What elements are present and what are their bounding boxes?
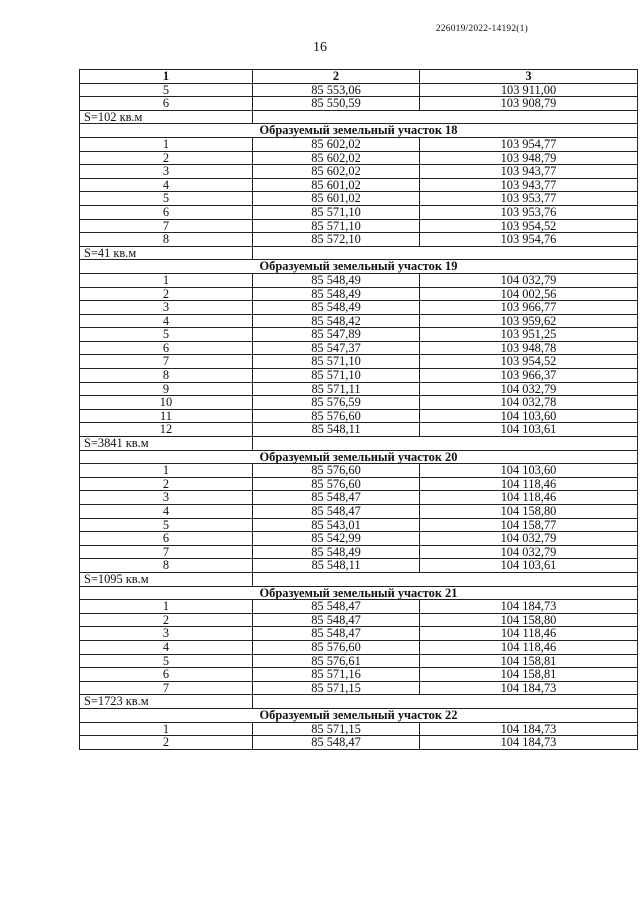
table-row [80, 382, 638, 396]
empty-cell [253, 437, 638, 451]
table-header-row [80, 70, 638, 84]
x-coordinate-cell: 85 548,49 [253, 273, 420, 287]
table-row [80, 409, 638, 423]
x-coordinate-cell: 85 576,59 [253, 396, 420, 410]
y-coordinate-cell: 104 103,61 [420, 423, 638, 437]
x-coordinate-cell: 85 571,10 [253, 355, 420, 369]
area-cell: S=1723 кв.м [80, 695, 253, 709]
section-heading-row [80, 124, 638, 138]
x-coordinate-cell: 85 571,15 [253, 722, 420, 736]
table-row [80, 396, 638, 410]
point-number-cell: 3 [80, 165, 253, 179]
y-coordinate-cell: 104 103,60 [420, 464, 638, 478]
table-row [80, 491, 638, 505]
x-coordinate-cell: 85 576,60 [253, 464, 420, 478]
y-coordinate-cell: 103 966,37 [420, 369, 638, 383]
x-coordinate-cell: 85 550,59 [253, 97, 420, 111]
point-number-cell: 2 [80, 736, 253, 750]
point-number-cell: 2 [80, 477, 253, 491]
x-coordinate-cell: 85 571,16 [253, 668, 420, 682]
table-row [80, 477, 638, 491]
y-coordinate-cell: 104 158,80 [420, 505, 638, 519]
point-number-cell: 8 [80, 233, 253, 247]
x-coordinate-cell: 85 548,47 [253, 736, 420, 750]
y-coordinate-cell: 103 953,77 [420, 192, 638, 206]
point-number-cell: 4 [80, 178, 253, 192]
empty-cell [253, 246, 638, 260]
area-row [80, 110, 638, 124]
table-row [80, 165, 638, 179]
y-coordinate-cell: 104 118,46 [420, 627, 638, 641]
point-number-cell: 1 [80, 722, 253, 736]
x-coordinate-cell: 85 548,11 [253, 423, 420, 437]
x-coordinate-cell: 85 602,02 [253, 151, 420, 165]
point-number-cell: 8 [80, 369, 253, 383]
x-coordinate-cell: 85 548,47 [253, 491, 420, 505]
x-coordinate-cell: 85 571,15 [253, 681, 420, 695]
x-coordinate-cell: 85 601,02 [253, 178, 420, 192]
point-number-cell: 6 [80, 532, 253, 546]
table-row [80, 301, 638, 315]
table-row [80, 151, 638, 165]
x-coordinate-cell: 85 572,10 [253, 233, 420, 247]
x-coordinate-cell: 85 571,10 [253, 219, 420, 233]
y-coordinate-cell: 103 954,77 [420, 137, 638, 151]
section-heading-row [80, 708, 638, 722]
y-coordinate-cell: 104 032,78 [420, 396, 638, 410]
y-coordinate-cell: 104 032,79 [420, 273, 638, 287]
y-coordinate-cell: 104 032,79 [420, 545, 638, 559]
y-coordinate-cell: 104 158,80 [420, 613, 638, 627]
table-row [80, 314, 638, 328]
area-cell: S=41 кв.м [80, 246, 253, 260]
point-number-cell: 1 [80, 600, 253, 614]
point-number-cell: 6 [80, 341, 253, 355]
x-coordinate-cell: 85 553,06 [253, 83, 420, 97]
table-row [80, 640, 638, 654]
x-coordinate-cell: 85 547,37 [253, 341, 420, 355]
x-coordinate-cell: 85 576,60 [253, 640, 420, 654]
table-row [80, 219, 638, 233]
table-row [80, 192, 638, 206]
x-coordinate-cell: 85 548,47 [253, 600, 420, 614]
table-row [80, 627, 638, 641]
x-coordinate-cell: 85 576,60 [253, 477, 420, 491]
document-number: 226019/2022-14192(1) [435, 24, 528, 34]
point-number-cell: 2 [80, 613, 253, 627]
y-coordinate-cell: 104 103,60 [420, 409, 638, 423]
section-heading: Образуемый земельный участок 22 [80, 708, 638, 722]
table-row [80, 613, 638, 627]
point-number-cell: 5 [80, 192, 253, 206]
y-coordinate-cell: 104 103,61 [420, 559, 638, 573]
section-heading: Образуемый земельный участок 21 [80, 586, 638, 600]
y-coordinate-cell: 104 032,79 [420, 532, 638, 546]
x-coordinate-cell: 85 576,60 [253, 409, 420, 423]
point-number-cell: 1 [80, 273, 253, 287]
section-heading: Образуемый земельный участок 19 [80, 260, 638, 274]
point-number-cell: 5 [80, 518, 253, 532]
point-number-cell: 7 [80, 219, 253, 233]
point-number-cell: 8 [80, 559, 253, 573]
point-number-cell: 12 [80, 423, 253, 437]
table-row [80, 423, 638, 437]
table-row [80, 233, 638, 247]
point-number-cell: 4 [80, 505, 253, 519]
point-number-cell: 5 [80, 83, 253, 97]
table-row [80, 532, 638, 546]
y-coordinate-cell: 104 184,73 [420, 722, 638, 736]
table-row [80, 178, 638, 192]
area-row [80, 246, 638, 260]
y-coordinate-cell: 103 954,52 [420, 219, 638, 233]
empty-cell [253, 695, 638, 709]
table-row [80, 736, 638, 750]
table-row [80, 464, 638, 478]
x-coordinate-cell: 85 548,49 [253, 545, 420, 559]
table-row [80, 722, 638, 736]
table-row [80, 137, 638, 151]
point-number-cell: 6 [80, 205, 253, 219]
point-number-cell: 9 [80, 382, 253, 396]
area-cell: S=1095 кв.м [80, 572, 253, 586]
x-coordinate-cell: 85 548,47 [253, 627, 420, 641]
y-coordinate-cell: 103 959,62 [420, 314, 638, 328]
table-row [80, 545, 638, 559]
area-row [80, 437, 638, 451]
empty-cell [253, 110, 638, 124]
x-coordinate-cell: 85 571,11 [253, 382, 420, 396]
x-coordinate-cell: 85 547,89 [253, 328, 420, 342]
table-row [80, 273, 638, 287]
table-row [80, 341, 638, 355]
column-header-2: 2 [253, 70, 420, 84]
x-coordinate-cell: 85 548,49 [253, 287, 420, 301]
x-coordinate-cell: 85 602,02 [253, 137, 420, 151]
y-coordinate-cell: 104 158,81 [420, 654, 638, 668]
y-coordinate-cell: 103 948,79 [420, 151, 638, 165]
section-heading-row [80, 450, 638, 464]
x-coordinate-cell: 85 571,10 [253, 369, 420, 383]
y-coordinate-cell: 104 158,77 [420, 518, 638, 532]
point-number-cell: 2 [80, 151, 253, 165]
table-row [80, 505, 638, 519]
section-heading-row [80, 260, 638, 274]
point-number-cell: 7 [80, 681, 253, 695]
point-number-cell: 5 [80, 654, 253, 668]
table-row [80, 369, 638, 383]
column-header-1: 1 [80, 70, 253, 84]
table-row [80, 518, 638, 532]
x-coordinate-cell: 85 576,61 [253, 654, 420, 668]
y-coordinate-cell: 104 118,46 [420, 477, 638, 491]
point-number-cell: 7 [80, 545, 253, 559]
page-number: 16 [313, 40, 327, 55]
point-number-cell: 3 [80, 491, 253, 505]
y-coordinate-cell: 103 948,78 [420, 341, 638, 355]
section-heading: Образуемый земельный участок 18 [80, 124, 638, 138]
x-coordinate-cell: 85 542,99 [253, 532, 420, 546]
area-row [80, 572, 638, 586]
table-row [80, 668, 638, 682]
y-coordinate-cell: 103 953,76 [420, 205, 638, 219]
table-row [80, 83, 638, 97]
x-coordinate-cell: 85 602,02 [253, 165, 420, 179]
y-coordinate-cell: 104 184,73 [420, 736, 638, 750]
point-number-cell: 4 [80, 640, 253, 654]
x-coordinate-cell: 85 571,10 [253, 205, 420, 219]
y-coordinate-cell: 104 032,79 [420, 382, 638, 396]
y-coordinate-cell: 103 954,52 [420, 355, 638, 369]
table-body [80, 83, 638, 749]
y-coordinate-cell: 104 184,73 [420, 681, 638, 695]
table-row [80, 328, 638, 342]
y-coordinate-cell: 104 158,81 [420, 668, 638, 682]
point-number-cell: 10 [80, 396, 253, 410]
y-coordinate-cell: 103 954,76 [420, 233, 638, 247]
coordinates-table [79, 69, 638, 750]
x-coordinate-cell: 85 548,49 [253, 301, 420, 315]
x-coordinate-cell: 85 548,42 [253, 314, 420, 328]
section-heading-row [80, 586, 638, 600]
y-coordinate-cell: 103 951,25 [420, 328, 638, 342]
table-row [80, 600, 638, 614]
point-number-cell: 6 [80, 668, 253, 682]
point-number-cell: 5 [80, 328, 253, 342]
point-number-cell: 3 [80, 627, 253, 641]
point-number-cell: 1 [80, 464, 253, 478]
empty-cell [253, 572, 638, 586]
table-row [80, 355, 638, 369]
x-coordinate-cell: 85 548,47 [253, 505, 420, 519]
table-row [80, 559, 638, 573]
point-number-cell: 4 [80, 314, 253, 328]
column-header-3: 3 [420, 70, 638, 84]
point-number-cell: 11 [80, 409, 253, 423]
y-coordinate-cell: 103 943,77 [420, 165, 638, 179]
y-coordinate-cell: 104 118,46 [420, 640, 638, 654]
table-row [80, 97, 638, 111]
y-coordinate-cell: 103 943,77 [420, 178, 638, 192]
table-row [80, 205, 638, 219]
y-coordinate-cell: 103 911,00 [420, 83, 638, 97]
y-coordinate-cell: 103 908,79 [420, 97, 638, 111]
x-coordinate-cell: 85 548,47 [253, 613, 420, 627]
point-number-cell: 2 [80, 287, 253, 301]
y-coordinate-cell: 103 966,77 [420, 301, 638, 315]
table-row [80, 681, 638, 695]
y-coordinate-cell: 104 118,46 [420, 491, 638, 505]
table-row [80, 287, 638, 301]
area-cell: S=3841 кв.м [80, 437, 253, 451]
x-coordinate-cell: 85 548,11 [253, 559, 420, 573]
y-coordinate-cell: 104 184,73 [420, 600, 638, 614]
x-coordinate-cell: 85 601,02 [253, 192, 420, 206]
table-row [80, 654, 638, 668]
point-number-cell: 1 [80, 137, 253, 151]
section-heading: Образуемый земельный участок 20 [80, 450, 638, 464]
point-number-cell: 7 [80, 355, 253, 369]
y-coordinate-cell: 104 002,56 [420, 287, 638, 301]
point-number-cell: 6 [80, 97, 253, 111]
area-cell: S=102 кв.м [80, 110, 253, 124]
x-coordinate-cell: 85 543,01 [253, 518, 420, 532]
point-number-cell: 3 [80, 301, 253, 315]
area-row [80, 695, 638, 709]
